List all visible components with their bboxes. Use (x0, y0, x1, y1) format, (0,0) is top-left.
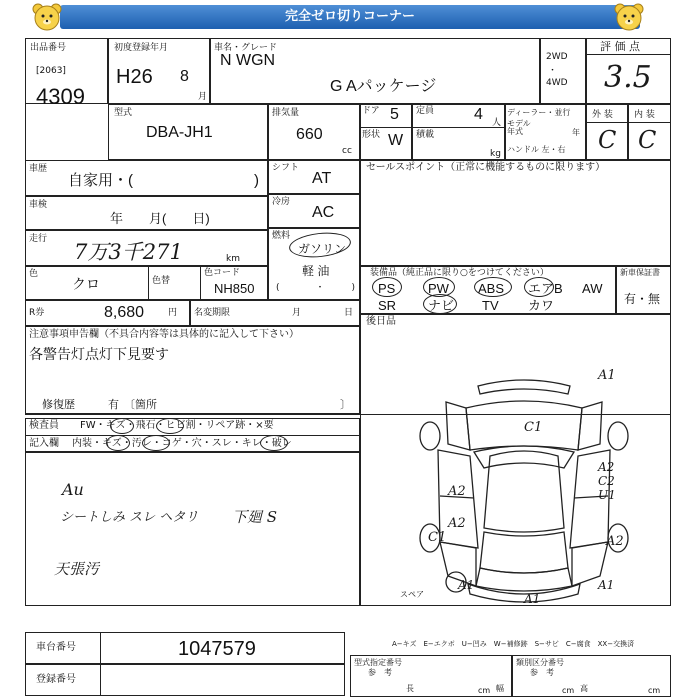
chassis-value: 1047579 (178, 638, 256, 660)
equipment-navi: ナビ (428, 298, 455, 313)
mileage-value: 7万3千271 (74, 240, 183, 264)
ac-value: AC (312, 204, 335, 221)
recycle-value: 8,680 (104, 304, 145, 321)
mileage-unit: km (226, 254, 240, 264)
mark-right-lower: A2 (606, 534, 624, 549)
interior-label: 内 装 (634, 110, 655, 120)
airbag-circle (524, 277, 554, 297)
mark-top-right: A1 (598, 368, 616, 383)
displacement-value: 660 (296, 126, 323, 143)
interior-value: C (638, 126, 657, 154)
score-label: 評 価 点 (600, 40, 640, 53)
color-change-label: 色替 (152, 276, 171, 286)
banner-title: 完全ゼロ切りコーナー (284, 9, 415, 24)
sales-point-label: セールスポイント（正常に機能するものに限ります） (366, 162, 606, 173)
model-label: 車名・グレード (214, 43, 278, 53)
abs-circle (474, 277, 512, 297)
body-shape-label: 形状 (362, 130, 381, 140)
dealer-label: ディーラー・並行 (507, 108, 571, 117)
ac-label: 冷房 (272, 197, 291, 207)
inspector-items: FW・キズ・飛石・ヒビ割・リペア跡・×要 (80, 420, 274, 431)
type-label: 型式 (114, 108, 133, 118)
equipment-abs: ABS (478, 281, 505, 296)
drive-cell (540, 38, 586, 104)
inspection-text: 年 月( 日) (110, 211, 210, 226)
mark-left-mid: A2 (448, 516, 466, 531)
drive-4wd: 4WD (546, 78, 568, 88)
width-label: 幅 (496, 684, 504, 693)
color-code-label: 色コード (204, 268, 241, 278)
lot-label: 出品番号 (30, 43, 67, 53)
recycle-label: R券 (29, 308, 45, 318)
mark-bottom-right: A1 (598, 578, 615, 592)
new-car-warranty-label: 新車保証書 (620, 268, 660, 277)
chip-circle (156, 418, 184, 434)
ps-circle (372, 277, 402, 297)
classification-label: 類別区分番号 (516, 658, 564, 667)
rear-seat-label: 後日品 (366, 316, 396, 327)
score-value: 3.5 (604, 60, 652, 95)
title-deadline-month: 月 (292, 308, 302, 318)
drive-2wd: 2WD (546, 52, 568, 62)
handwritten-line4: 天張汚 (54, 560, 100, 578)
load-label: 積載 (416, 130, 435, 140)
banner (60, 5, 640, 29)
repair-value: 有 (108, 398, 119, 411)
lot-number: 4309 (36, 84, 85, 109)
sales-point-cell (360, 160, 671, 266)
mileage-label: 走行 (29, 234, 48, 244)
fuel-paren: ( ・ ) (276, 283, 356, 293)
body-shape-value: W (388, 132, 404, 149)
color-value: クロ (72, 276, 100, 292)
fuel-alt: 軽 油 (302, 264, 330, 278)
fuel-value: ガソリン (298, 242, 347, 256)
mark-spare: スペア (400, 590, 424, 599)
mark-roof: C1 (524, 420, 543, 435)
scratch-circle (110, 418, 134, 434)
navi-circle (423, 294, 457, 314)
equipment-tv: TV (482, 298, 499, 313)
new-car-warranty-value: 有・無 (624, 292, 661, 306)
height-unit: cm (648, 686, 661, 695)
height-label: 高 (580, 684, 588, 693)
notes-text: 各警告灯点灯下見要す (29, 346, 169, 362)
wear-circle (260, 435, 288, 451)
equipment-sr: SR (378, 298, 397, 313)
title-deadline-day: 日 (344, 308, 354, 318)
doors-label: ドア (362, 106, 380, 116)
handwritten-line3: 下廻 S (232, 508, 278, 526)
doors-value: 5 (390, 106, 399, 123)
color-code-value: NH850 (214, 281, 255, 296)
load-unit: kg (490, 149, 501, 159)
model-year-unit: 年 (572, 128, 580, 137)
equipment-pw: PW (428, 281, 449, 296)
handwritten-line2: シートしみ スレ ヘタリ (60, 510, 199, 525)
equipment-leather: カワ (528, 298, 555, 313)
mark-right-a2: A2 (598, 460, 615, 474)
displacement-unit: cc (342, 146, 352, 156)
entry-items: 内装・キズ・汚レ・コゲ・穴・スレ・キレ・破レ (72, 438, 292, 449)
shift-label: シフト (272, 163, 300, 173)
width-unit: cm (562, 686, 575, 695)
displacement-label: 排気量 (272, 108, 300, 118)
inspector-label: 検査員 (29, 420, 59, 431)
mark-left-upper: A2 (448, 484, 466, 499)
bear-mascot-icon (612, 2, 646, 32)
handwritten-area (25, 452, 360, 606)
mark-bottom-left: A1 (458, 578, 475, 592)
equipment-ps: PS (378, 281, 396, 296)
certified-sub: 参 考 (368, 668, 392, 677)
length-label: 長 (406, 684, 414, 693)
equipment-label: 装備品（純正品に限り○をつけてください） (370, 268, 549, 278)
history-close: ) (254, 172, 259, 189)
exterior-value: C (598, 126, 617, 154)
registration-month: 8 (180, 68, 189, 85)
color-label: 色 (29, 269, 39, 279)
certified-label: 型式指定番号 (354, 658, 402, 667)
recycle-unit: 円 (168, 308, 178, 318)
mark-bottom-center: A1 (524, 592, 541, 606)
interior-scratch-circle (106, 435, 130, 451)
inspection-label: 車検 (29, 200, 48, 210)
history-cell (25, 160, 268, 196)
exterior-label: 外 装 (592, 110, 613, 120)
notes-label: 注意事項申告欄（不具合内容等は具体的に記入して下さい） (29, 329, 299, 340)
repair-label: 修復歴 (42, 398, 75, 411)
capacity-unit: 人 (492, 118, 502, 128)
plate-label: 登録番号 (36, 674, 76, 685)
repair-bracket: 〔箇所 (124, 398, 157, 411)
equipment-aw: AW (582, 281, 603, 296)
length-unit: cm (478, 686, 491, 695)
registration-month-unit: 月 (198, 92, 208, 102)
stain-circle (142, 435, 170, 451)
model-year-label: モデル 年式 (507, 119, 531, 136)
model-grade: G Aパッケージ (330, 78, 437, 95)
title-deadline-label: 名変期限 (194, 308, 231, 318)
mark-right-u1: U1 (598, 488, 616, 502)
entry-label: 記入欄 (29, 438, 59, 449)
registration-year: H26 (116, 66, 153, 88)
bear-mascot-icon (30, 2, 64, 32)
history-label: 車歴 (29, 164, 48, 174)
capacity-value: 4 (474, 106, 483, 123)
model-name: N WGN (220, 52, 276, 69)
type-value: DBA-JH1 (146, 124, 213, 141)
chassis-label: 車台番号 (36, 642, 76, 653)
mark-right-c2: C2 (598, 474, 615, 488)
shift-value: AT (312, 170, 332, 187)
classification-sub: 参 考 (530, 668, 554, 677)
lot-sub-code: [2063] (36, 66, 66, 76)
handle-label: ハンドル 左・右 (507, 145, 566, 154)
legend-text: A−キズ E−エクボ U−凹み W−補修跡 S−サビ C−腐食 XX−交換済 (392, 640, 635, 648)
mark-left-lower: C1 (428, 530, 447, 545)
handwritten-line1: Au (62, 480, 84, 499)
equipment-airbag: エアB (528, 281, 563, 296)
fuel-label: 燃料 (272, 231, 291, 241)
repair-bracket-close: 〕 (340, 398, 351, 411)
registration-label: 初度登録年月 (114, 43, 169, 53)
capacity-label: 定員 (416, 106, 435, 116)
history-value: 自家用・( (68, 172, 133, 189)
